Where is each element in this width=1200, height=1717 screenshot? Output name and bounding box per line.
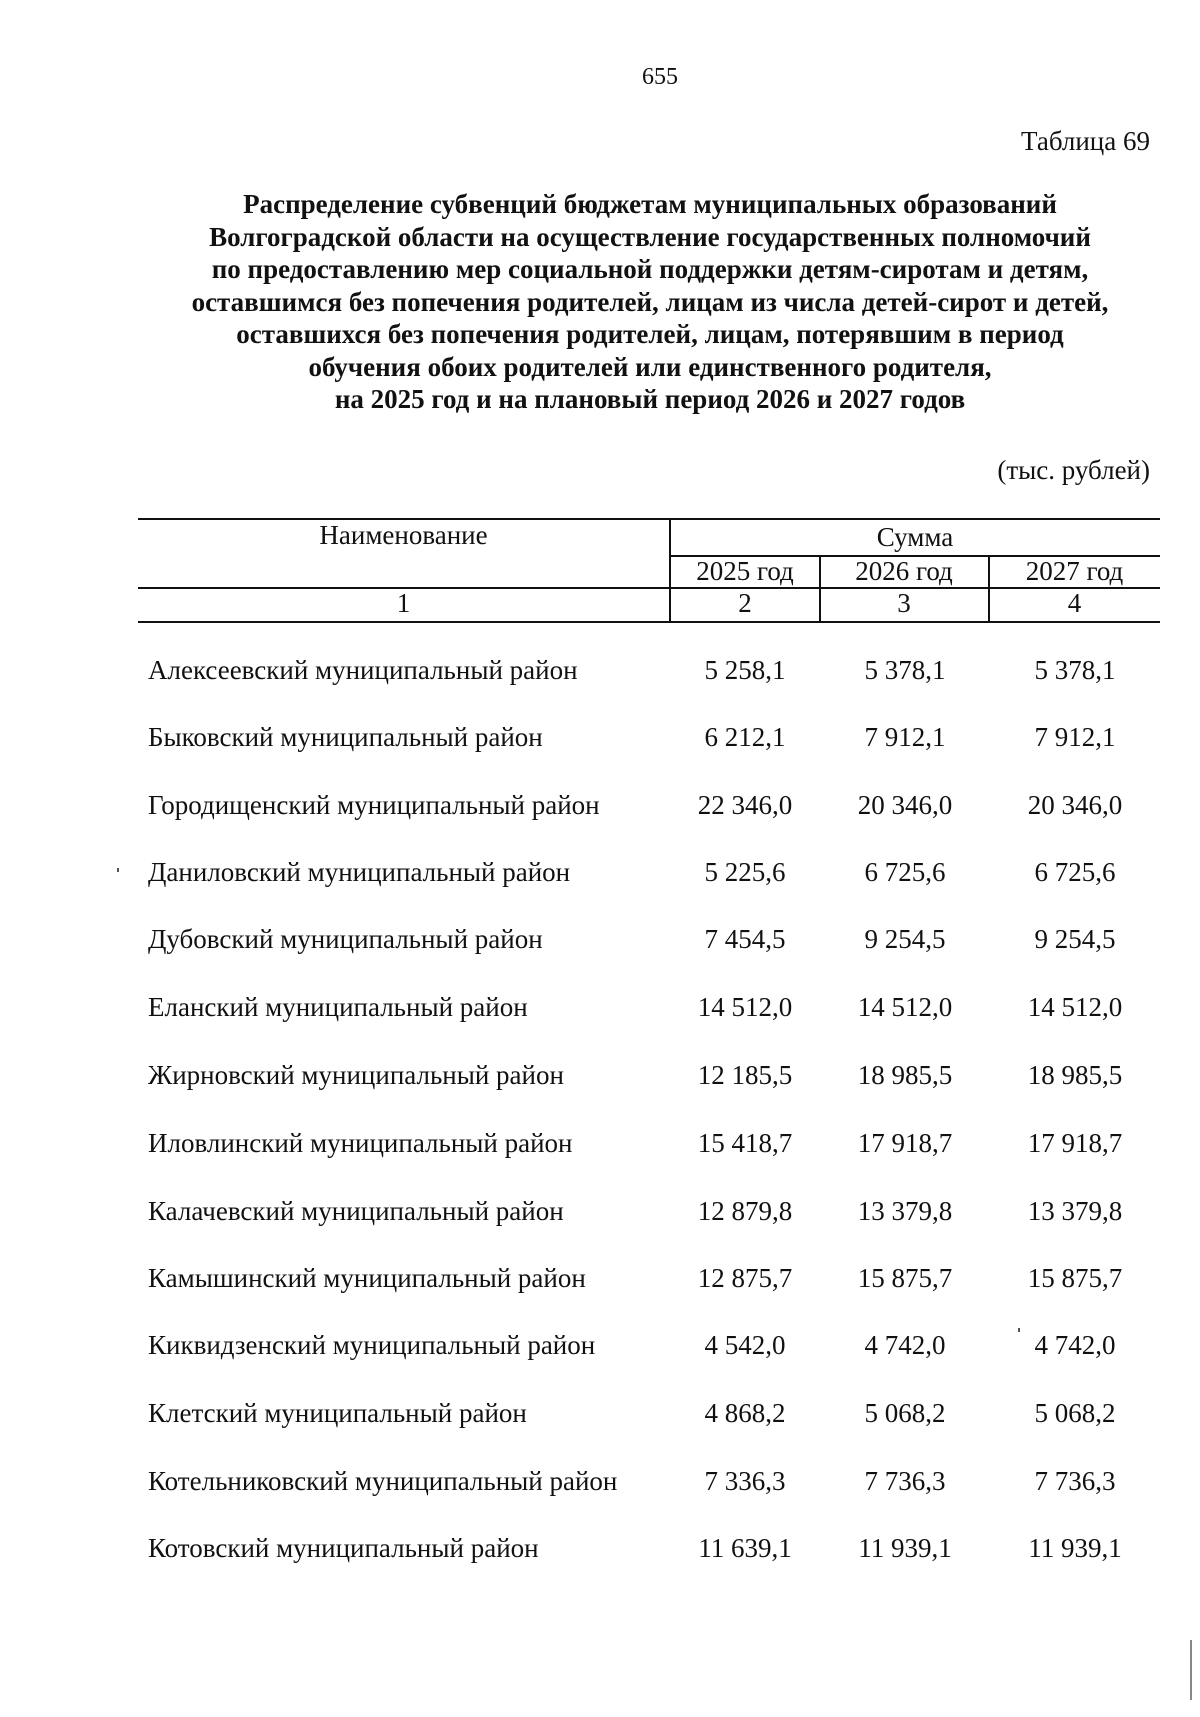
table-row bbox=[0, 1060, 1200, 1100]
row-value-2026: 5 378,1 bbox=[864, 655, 946, 685]
row-value-2026: 9 254,5 bbox=[864, 924, 946, 954]
row-value-2025: 5 258,1 bbox=[704, 655, 786, 685]
title-line: оставшимся без попечения родителей, лицам из числа детей-сирот и детей, bbox=[191, 286, 1109, 317]
row-value-2026: 14 512,0 bbox=[857, 992, 953, 1022]
table-row bbox=[0, 1533, 1200, 1573]
row-value-2026: 18 985,5 bbox=[857, 1060, 953, 1090]
table-row bbox=[0, 1263, 1200, 1303]
row-value-2027: 4 742,0 bbox=[1034, 1330, 1116, 1360]
row-name: Котовский муниципальный район bbox=[148, 1533, 539, 1563]
row-value-2027: 11 939,1 bbox=[1028, 1533, 1122, 1563]
units-label: (тыс. рублей) bbox=[997, 455, 1150, 485]
row-value-2026: 11 939,1 bbox=[858, 1533, 952, 1563]
row-value-2025: 7 454,5 bbox=[704, 924, 786, 954]
row-name: Городищенский муниципальный район bbox=[148, 790, 600, 820]
row-value-2027: 20 346,0 bbox=[1027, 790, 1123, 820]
col-number-2: 2 bbox=[738, 588, 752, 618]
document-title bbox=[130, 188, 1170, 416]
row-value-2026: 4 742,0 bbox=[864, 1330, 946, 1360]
row-value-2026: 7 736,3 bbox=[864, 1466, 946, 1496]
page-number: 655 bbox=[642, 64, 678, 90]
col-number-4: 4 bbox=[1067, 588, 1082, 618]
title-line: на 2025 год и на плановый период 2026 и 2027 годов bbox=[334, 384, 966, 414]
header-year-2025: 2025 год bbox=[696, 556, 794, 586]
row-name: Киквидзенский муниципальный район bbox=[148, 1330, 596, 1360]
row-value-2025: 7 336,3 bbox=[704, 1466, 786, 1496]
table-row bbox=[0, 857, 1200, 897]
row-value-2027: 7 736,3 bbox=[1034, 1466, 1116, 1496]
row-value-2027: 7 912,1 bbox=[1034, 722, 1116, 752]
row-value-2025: 4 542,0 bbox=[704, 1330, 786, 1360]
table-row bbox=[0, 1398, 1200, 1438]
row-value-2027: 6 725,6 bbox=[1034, 857, 1116, 887]
title-line: Волгоградской области на осуществление государственных полномочий bbox=[209, 221, 1091, 252]
row-value-2025: 5 225,6 bbox=[704, 857, 786, 887]
row-value-2026: 5 068,2 bbox=[864, 1398, 946, 1428]
row-value-2026: 13 379,8 bbox=[857, 1196, 953, 1226]
row-value-2025: 14 512,0 bbox=[697, 992, 793, 1022]
row-value-2027: 13 379,8 bbox=[1027, 1196, 1123, 1226]
scan-speck bbox=[1018, 1328, 1020, 1332]
scan-speck bbox=[117, 868, 119, 872]
row-name: Иловлинский муниципальный район bbox=[148, 1128, 573, 1158]
header-sum: Сумма bbox=[876, 522, 954, 552]
table-row bbox=[0, 655, 1200, 695]
row-value-2025: 11 639,1 bbox=[698, 1533, 792, 1563]
row-value-2026: 15 875,7 bbox=[857, 1263, 953, 1293]
row-name: Жирновский муниципальный район bbox=[148, 1060, 564, 1090]
row-name: Быковский муниципальный район bbox=[148, 722, 543, 752]
row-value-2025: 4 868,2 bbox=[704, 1398, 786, 1428]
row-value-2026: 7 912,1 bbox=[864, 722, 946, 752]
row-name: Клетский муниципальный район bbox=[148, 1398, 527, 1428]
col-number-3: 3 bbox=[897, 588, 911, 618]
table-row bbox=[0, 722, 1200, 762]
table-row bbox=[0, 1330, 1200, 1370]
row-value-2025: 12 875,7 bbox=[697, 1263, 793, 1293]
table-row bbox=[0, 924, 1200, 964]
row-value-2027: 15 875,7 bbox=[1027, 1263, 1123, 1293]
row-name: Дубовский муниципальный район bbox=[148, 924, 543, 954]
table-row bbox=[0, 1196, 1200, 1236]
row-value-2025: 15 418,7 bbox=[697, 1128, 793, 1158]
table-row bbox=[0, 992, 1200, 1032]
row-value-2026: 6 725,6 bbox=[864, 857, 946, 887]
header-bottom-rule bbox=[138, 621, 1160, 623]
title-line: обучения обоих родителей или единственного родителя, bbox=[308, 351, 992, 382]
row-name: Даниловский муниципальный район bbox=[148, 857, 571, 887]
row-name: Калачевский муниципальный район bbox=[148, 1196, 564, 1226]
row-name: Еланский муниципальный район bbox=[148, 992, 528, 1022]
table-row bbox=[0, 1128, 1200, 1168]
header-year-2026: 2026 год bbox=[855, 556, 953, 586]
row-value-2025: 12 879,8 bbox=[697, 1196, 793, 1226]
title-line: по предоставлению мер социальной поддержки детям-сиротам и детям, bbox=[211, 254, 1089, 284]
scan-edge-line bbox=[1190, 1640, 1192, 1700]
row-name: Алексеевский муниципальный район bbox=[148, 655, 578, 685]
row-value-2027: 14 512,0 bbox=[1027, 992, 1123, 1022]
row-value-2027: 9 254,5 bbox=[1034, 924, 1116, 954]
row-value-2027: 5 378,1 bbox=[1034, 655, 1116, 685]
row-name: Камышинский муниципальный район bbox=[148, 1263, 586, 1293]
header-name: Наименование bbox=[319, 520, 488, 550]
header-year-2027: 2027 год bbox=[1025, 556, 1124, 586]
row-value-2026: 20 346,0 bbox=[857, 790, 953, 820]
title-line: Распределение субвенций бюджетам муниципальных образований bbox=[243, 189, 1057, 219]
col-number-1: 1 bbox=[396, 588, 411, 618]
table-row bbox=[0, 790, 1200, 830]
row-value-2025: 22 346,0 bbox=[697, 790, 793, 820]
row-value-2027: 17 918,7 bbox=[1027, 1128, 1123, 1158]
row-name: Котельниковский муниципальный район bbox=[148, 1466, 618, 1496]
row-value-2027: 18 985,5 bbox=[1027, 1060, 1123, 1090]
row-value-2027: 5 068,2 bbox=[1034, 1398, 1116, 1428]
table-row bbox=[0, 1466, 1200, 1506]
title-line: оставшихся без попечения родителей, лицам, потерявшим в период bbox=[236, 319, 1064, 349]
row-value-2026: 17 918,7 bbox=[857, 1128, 953, 1158]
row-value-2025: 12 185,5 bbox=[697, 1060, 793, 1090]
table-label: Таблица 69 bbox=[1021, 126, 1150, 156]
row-value-2025: 6 212,1 bbox=[704, 722, 786, 752]
